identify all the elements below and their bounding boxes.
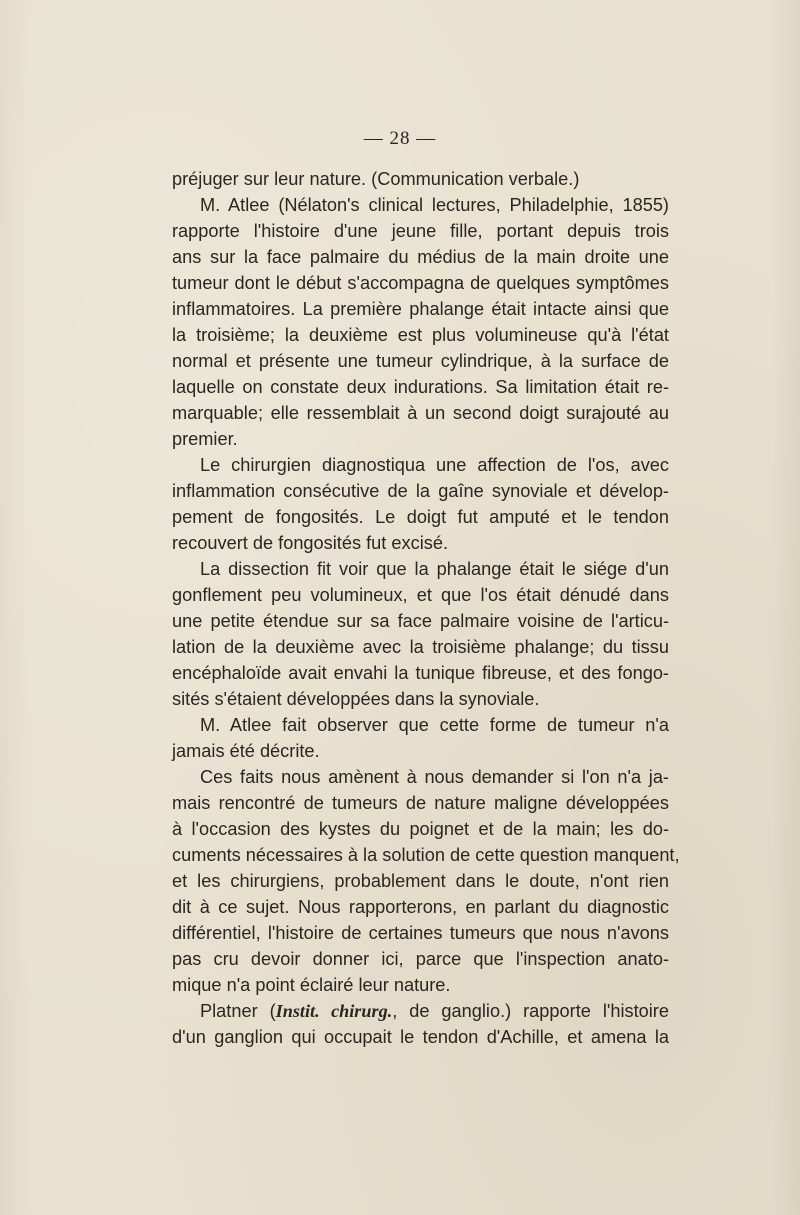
text-line: recouvert de fongosités fut excisé. [172,533,448,553]
paragraph [172,166,669,192]
text-line: Le chirurgien diagnostiqua une affection de l'os, avec [200,455,669,475]
text-line: M. Atlee (Nélaton's clinical lectures, Philadelphie, 1855) [200,195,669,215]
text-line: pement de fongosités. Le doigt fut amputé et le tendon [172,507,669,527]
text-line: La dissection fit voir que la phalange était le siége d'un [200,559,669,579]
text-line: premier. [172,429,238,449]
page-number: — 28 — [363,128,437,149]
body-text [172,166,680,1050]
text-line: Platner (Instit. chirurg., de ganglio.) rapporte l'histoire [200,1001,669,1021]
text-line: sités s'étaient développées dans la synoviale. [172,689,540,709]
text-line: et les chirurgiens, probablement dans le doute, n'ont rien [172,871,669,891]
text-line: mais rencontré de tumeurs de nature maligne développées [172,793,669,813]
text-line: lation de la deuxième avec la troisième phalange; du tissu [172,637,669,657]
text-line: encéphaloïde avait envahi la tunique fibreuse, et des fongo- [172,663,669,683]
text-line: rapporte l'histoire d'une jeune fille, portant depuis trois [172,221,669,241]
text-line: pas cru devoir donner ici, parce que l'inspection anato- [172,949,669,969]
paragraph [172,452,669,556]
text-line: préjuger sur leur nature. (Communication verbale.) [172,169,580,189]
paragraph [172,712,669,764]
text-line: inflammation consécutive de la gaîne synoviale et dévelop- [172,481,669,501]
text-line: différentiel, l'histoire de certaines tumeurs que nous n'avons [172,923,669,943]
text-line: Ces faits nous amènent à nous demander si l'on n'a ja- [200,767,669,787]
text-line: dit à ce sujet. Nous rapporterons, en parlant du diagnostic [172,897,669,917]
text-line: à l'occasion des kystes du poignet et de la main; les do- [172,819,669,839]
text-line: M. Atlee fait observer que cette forme de tumeur n'a [200,715,669,735]
text-line: marquable; elle ressemblait à un second doigt surajouté au [172,403,669,423]
paragraph [172,998,669,1050]
paragraph [172,192,669,452]
text-line: jamais été décrite. [172,741,320,761]
text-line: inflammatoires. La première phalange était intacte ainsi que [172,299,669,319]
text-line: cuments nécessaires à la solution de cette question manquent, [172,845,680,865]
italic-citation: Instit. chirurg. [275,1001,393,1021]
text-line: normal et présente une tumeur cylindrique, à la surface de [172,351,669,371]
text-line: gonflement peu volumineux, et que l'os était dénudé dans [172,585,669,605]
text-line: mique n'a point éclairé leur nature. [172,975,451,995]
text-line: la troisième; la deuxième est plus volumineuse qu'à l'état [172,325,669,345]
paragraph [172,764,680,998]
text-line: tumeur dont le début s'accompagna de quelques symptômes [172,273,669,293]
text-line: laquelle on constate deux indurations. Sa limitation était re- [172,377,669,397]
text-line: ans sur la face palmaire du médius de la main droite une [172,247,669,267]
text-line: d'un ganglion qui occupait le tendon d'Achille, et amena la [172,1027,669,1047]
paragraph [172,556,669,712]
text-line: une petite étendue sur sa face palmaire voisine de l'articu- [172,611,669,631]
